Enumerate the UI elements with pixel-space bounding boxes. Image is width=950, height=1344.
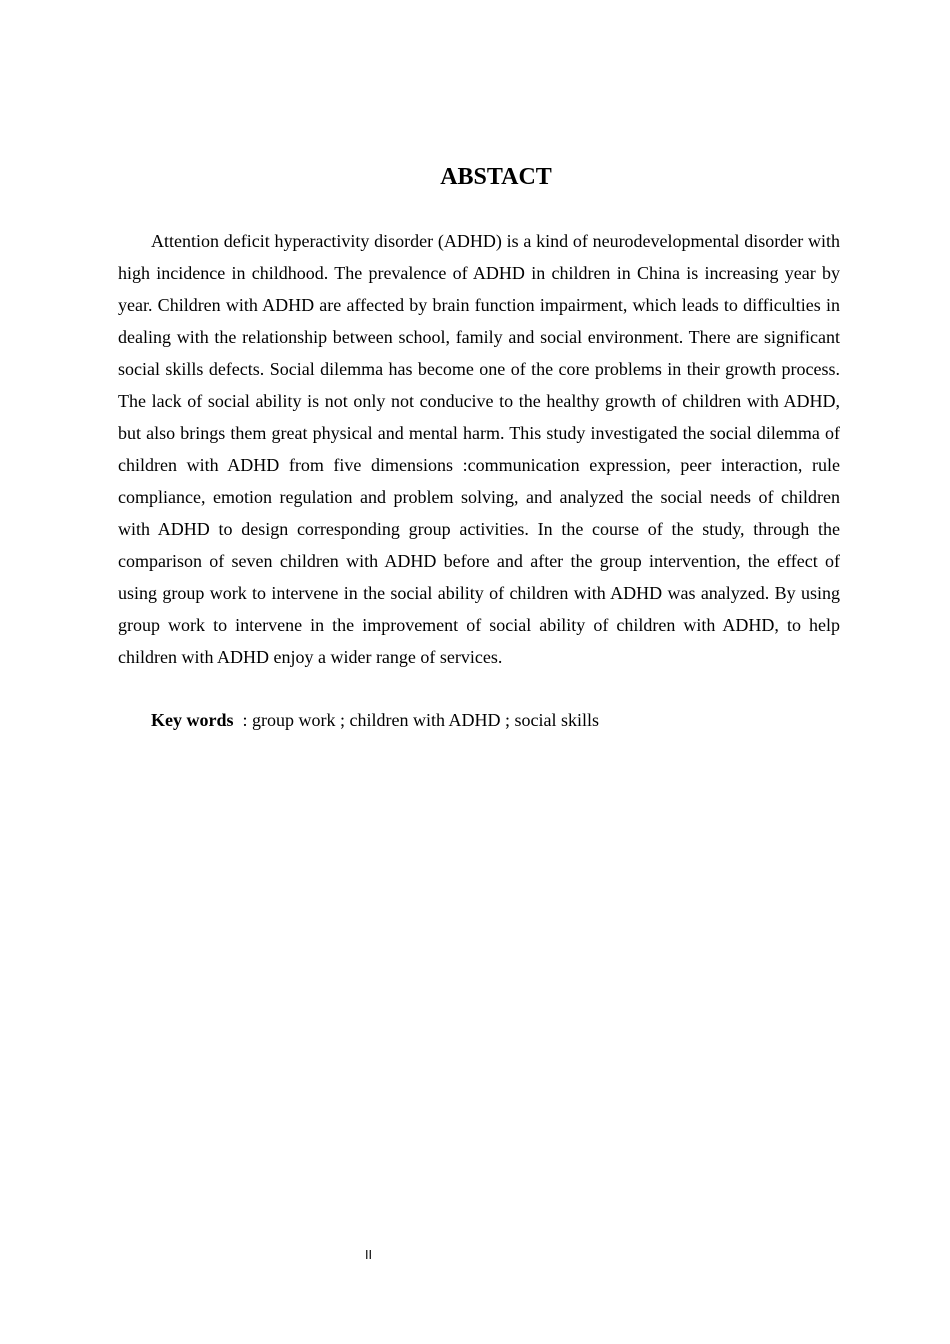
- keywords-label: Key words: [151, 710, 234, 730]
- abstract-body: Attention deficit hyperactivity disorder (ADHD) is a kind of neurodevelopmental disorder with high incidence in childhood. The prevalence of ADHD in children in China is increasing year by year. Children with ADHD are affected by brain function impairment, which leads to difficulties in dealing with the relationship between school, family and social environment. There are significant social skills defects. Social dilemma has become one of the core problems in their growth process. The lack of social ability is not only not conducive to the healthy growth of children with ADHD, but also brings them great physical and mental harm. This study investigated the social dilemma of children with ADHD from five dimensions :communication expression, peer interaction, rule compliance, emotion regulation and problem solving, and analyzed the social needs of children with ADHD to design corresponding group activities. In the course of the study, through the comparison of seven children with ADHD before and after the group intervention, the effect of using group work to intervene in the social ability of children with ADHD was analyzed. By using group work to intervene in the improvement of social ability of children with ADHD, to help children with ADHD enjoy a wider range of services.: [118, 231, 840, 667]
- keywords-line: [118, 704, 840, 736]
- page-number: II: [365, 1248, 373, 1262]
- keywords-list: : group work ; children with ADHD ; social skills: [242, 710, 599, 730]
- abstract-title: ABSTACT: [440, 164, 552, 190]
